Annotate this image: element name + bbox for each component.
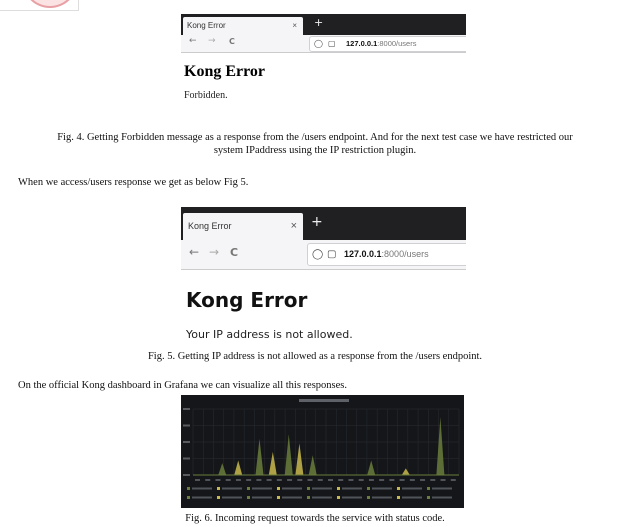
legend-label <box>312 488 332 490</box>
fig5-shield-icon: ◯ <box>312 249 324 260</box>
fig4-address-bar[interactable] <box>309 36 466 52</box>
legend-label <box>402 488 422 490</box>
fig4-page-heading: Kong Error <box>184 63 266 80</box>
y-tick-label <box>183 408 190 410</box>
fig4-tab-bar <box>181 14 466 35</box>
traffic-spike <box>367 460 375 475</box>
legend-label <box>432 488 452 490</box>
fig4-browser-tab[interactable] <box>183 17 303 35</box>
x-tick-label <box>267 479 272 481</box>
traffic-spike <box>234 460 242 475</box>
y-tick-label <box>183 441 190 443</box>
fig5-page-heading: Kong Error <box>186 288 308 312</box>
x-tick-label <box>359 479 364 481</box>
fig5-forward-icon[interactable]: → <box>209 245 220 259</box>
fig4-caption <box>14 131 616 157</box>
x-tick-label <box>389 479 394 481</box>
legend-swatch <box>337 496 340 499</box>
fig4-url-host: 127.0.0.1 <box>346 39 378 48</box>
x-tick-label <box>379 479 384 481</box>
legend-swatch <box>307 487 310 490</box>
fig4-tab-close-icon[interactable]: × <box>292 21 297 30</box>
x-tick-label <box>451 479 456 481</box>
legend-label <box>432 497 452 499</box>
x-tick-label <box>348 479 353 481</box>
x-tick-label <box>297 479 302 481</box>
fig5-reload-icon[interactable]: C <box>230 246 239 259</box>
fig4-forward-icon[interactable]: → <box>208 36 216 46</box>
x-tick-label <box>369 479 374 481</box>
legend-label <box>192 488 212 490</box>
fig5-tab-close-icon[interactable]: × <box>290 220 297 232</box>
fig4-page-message: Forbidden. <box>184 90 228 101</box>
fig4-shield-icon: ◯ <box>314 39 323 48</box>
legend-label <box>402 497 422 499</box>
fig4-back-icon[interactable]: ← <box>189 36 197 46</box>
fig6-request-chart <box>181 395 464 508</box>
traffic-spike <box>295 443 303 475</box>
legend-swatch <box>397 496 400 499</box>
fig4-new-tab-icon[interactable]: + <box>314 16 324 29</box>
fig6-caption: Fig. 6. Incoming request towards the service with status code. <box>185 513 445 524</box>
x-tick-label <box>215 479 220 481</box>
fig5-url-path: :8000/users <box>381 249 429 259</box>
x-tick-label <box>338 479 343 481</box>
fig5-browser-tab[interactable] <box>183 213 303 240</box>
legend-swatch <box>427 496 430 499</box>
legend-label <box>342 488 362 490</box>
x-tick-label <box>287 479 292 481</box>
legend-swatch <box>217 487 220 490</box>
legend-swatch <box>397 487 400 490</box>
fig5-nav-bar <box>181 240 466 270</box>
legend-swatch <box>217 496 220 499</box>
fig4-page-icon: ▢ <box>328 39 336 48</box>
fig5-page-message: Your IP address is not allowed. <box>186 328 353 341</box>
fig4-reload-icon[interactable]: C <box>229 37 235 46</box>
legend-label <box>312 497 332 499</box>
fig5-caption: Fig. 5. Getting IP address is not allowed as a response from the /users endpoint. <box>147 351 483 362</box>
x-tick-label <box>246 479 251 481</box>
fig5-url-host: 127.0.0.1 <box>344 249 382 259</box>
legend-label <box>282 488 302 490</box>
x-tick-label <box>318 479 323 481</box>
legend-swatch <box>247 487 250 490</box>
legend-swatch <box>187 487 190 490</box>
y-tick-label <box>183 425 190 427</box>
legend-swatch <box>247 496 250 499</box>
legend-swatch <box>427 487 430 490</box>
x-tick-label <box>277 479 282 481</box>
legend-swatch <box>187 496 190 499</box>
fig6-grafana-panel <box>181 395 464 508</box>
traffic-spike <box>269 452 277 475</box>
x-tick-label <box>328 479 333 481</box>
paragraph-fig6-intro: On the official Kong dashboard in Grafana we can visualize all this responses. <box>18 380 347 391</box>
panel-title-text <box>299 399 349 402</box>
fig5-browser-screenshot <box>181 207 466 347</box>
x-tick-label <box>430 479 435 481</box>
x-tick-label <box>420 479 425 481</box>
fig4-url-path: :8000/users <box>377 39 417 48</box>
legend-swatch <box>277 496 280 499</box>
x-tick-label <box>256 479 261 481</box>
y-tick-label <box>183 474 190 476</box>
traffic-spike <box>285 434 293 475</box>
x-tick-label <box>308 479 313 481</box>
traffic-spike <box>256 439 264 475</box>
x-tick-label <box>441 479 446 481</box>
x-tick-label <box>400 479 405 481</box>
x-tick-label <box>205 479 210 481</box>
fig4-tab-title: Kong Error <box>187 21 226 30</box>
x-tick-label <box>236 479 241 481</box>
legend-swatch <box>307 496 310 499</box>
fig5-address-bar[interactable] <box>307 243 466 266</box>
paragraph-fig5-intro: When we access/users response we get as below Fig 5. <box>18 177 249 188</box>
legend-label <box>252 497 272 499</box>
traffic-spike <box>309 455 317 475</box>
fig4-caption-line2: system IPaddress using the IP restriction plugin. <box>213 145 417 156</box>
legend-swatch <box>277 487 280 490</box>
legend-label <box>222 488 242 490</box>
legend-label <box>252 488 272 490</box>
legend-swatch <box>367 487 370 490</box>
traffic-spike <box>402 468 410 475</box>
fig5-tab-bar <box>181 207 466 240</box>
fig5-back-icon[interactable]: ← <box>189 245 200 259</box>
fig4-caption-line1: Fig. 4. Getting Forbidden message as a response from the /users endpoint. And for the next test case we have restricted our <box>57 132 573 143</box>
legend-label <box>342 497 362 499</box>
fig4-browser-screenshot <box>181 14 466 106</box>
legend-label <box>222 497 242 499</box>
traffic-spike <box>218 463 226 475</box>
legend-swatch <box>337 487 340 490</box>
legend-label <box>282 497 302 499</box>
legend-swatch <box>367 496 370 499</box>
fig4-nav-bar <box>181 35 466 53</box>
y-tick-label <box>183 458 190 460</box>
fig5-page-icon: ▢ <box>327 249 337 260</box>
legend-label <box>192 497 212 499</box>
x-tick-label <box>195 479 200 481</box>
fig5-new-tab-icon[interactable]: + <box>311 214 323 230</box>
x-tick-label <box>226 479 231 481</box>
legend-label <box>372 497 392 499</box>
x-tick-label <box>410 479 415 481</box>
legend-label <box>372 488 392 490</box>
fig5-tab-title: Kong Error <box>188 221 232 231</box>
